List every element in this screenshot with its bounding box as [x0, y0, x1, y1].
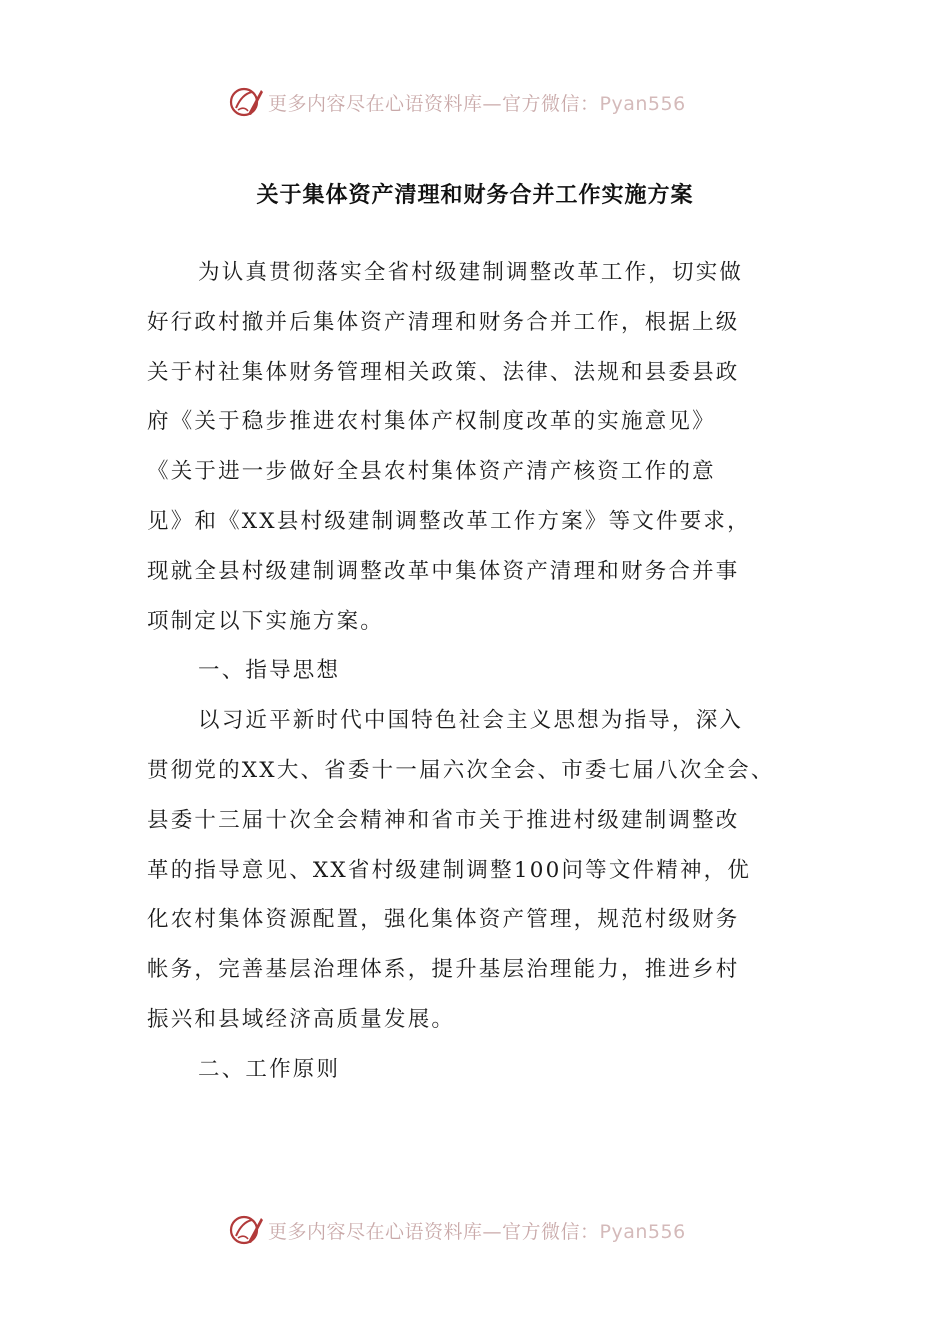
text-line: 帐务，完善基层治理体系，提升基层治理能力，推进乡村 [147, 957, 740, 983]
text-line: 贯彻党的XX大、省委十一届六次全会、市委七届八次全会、 [147, 757, 775, 783]
watermark-header [228, 82, 748, 122]
text-line: 振兴和县域经济高质量发展。 [147, 1006, 456, 1032]
pen-logo-icon [228, 1212, 264, 1248]
watermark-text [268, 89, 686, 116]
document-title: 关于集体资产清理和财务合并工作实施方案 [256, 183, 694, 208]
text-line: 县委十三届十次全会精神和省市关于推进村级建制调整改 [147, 807, 740, 833]
watermark-prefix: 更多内容尽在心语资料库—官方微信： [268, 1220, 600, 1243]
text-line: 化农村集体资源配置，强化集体资产管理，规范村级财务 [147, 907, 740, 933]
text-line: 《关于进一步做好全县农村集体资产清产核资工作的意 [147, 459, 716, 485]
text-line: 关于村社集体财务管理相关政策、法律、法规和县委县政 [147, 359, 740, 385]
text-line: 一、指导思想 [198, 658, 341, 684]
text-line: 见》和《XX县村级建制调整改革工作方案》等文件要求， [147, 508, 751, 534]
watermark-footer [228, 1210, 748, 1250]
text-line: 二、工作原则 [198, 1056, 341, 1082]
pen-logo-icon [228, 84, 264, 120]
text-line: 现就全县村级建制调整改革中集体资产清理和财务合并事 [147, 558, 740, 584]
text-line: 项制定以下实施方案。 [147, 608, 385, 634]
watermark-text [268, 1217, 686, 1244]
watermark-wechat-id: Pyan556 [599, 92, 686, 115]
text-line: 革的指导意见、XX省村级建制调整100问等文件精神，优 [147, 857, 752, 883]
text-line: 以习近平新时代中国特色社会主义思想为指导，深入 [198, 708, 744, 734]
text-line: 府《关于稳步推进农村集体产权制度改革的实施意见》 [147, 409, 716, 435]
text-line: 为认真贯彻落实全省村级建制调整改革工作，切实做 [198, 260, 744, 285]
watermark-wechat-id: Pyan556 [599, 1220, 686, 1243]
watermark-prefix: 更多内容尽在心语资料库—官方微信： [268, 92, 600, 115]
document-body [147, 248, 807, 1095]
text-line: 好行政村撤并后集体资产清理和财务合并工作，根据上级 [147, 309, 740, 335]
